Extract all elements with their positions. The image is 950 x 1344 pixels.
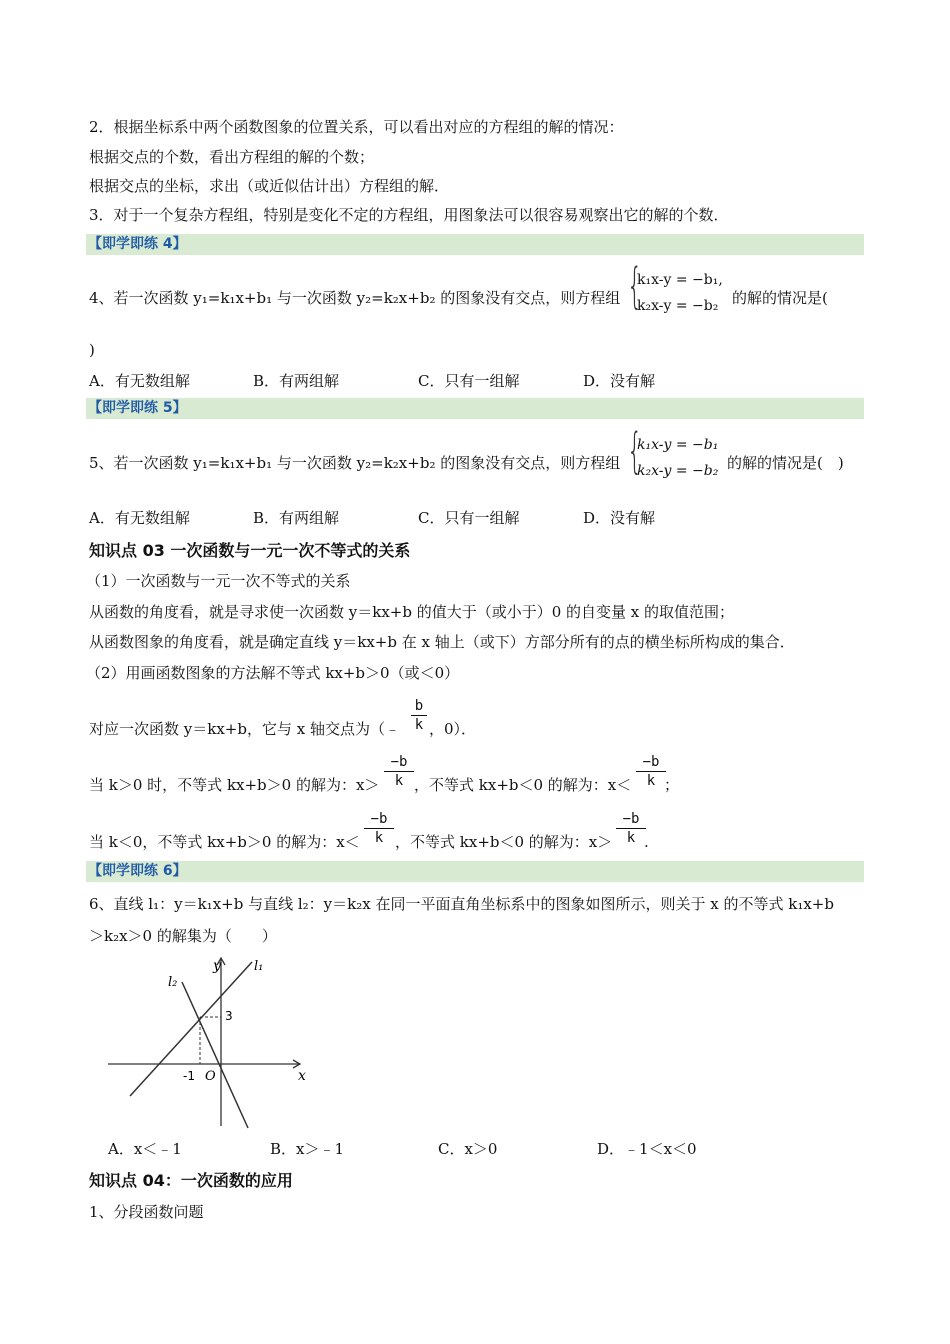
kp03-paragraph-3-end: ，0）． <box>429 720 477 738</box>
kp03-paragraph-5-mid: ，不等式 kx+b＜0 的解为：x＞ <box>395 833 613 851</box>
exercise-6-header: 【即学即练 6】 <box>86 861 864 882</box>
exercise-5-header: 【即学即练 5】 <box>86 398 864 419</box>
exercise-6-option-d[interactable]: D．﹣1＜x＜0 <box>597 1140 697 1158</box>
fraction-denominator: k <box>414 717 424 733</box>
exercise-5-stem: 5、若一次函数 y₁=k₁x+b₁ 与一次函数 y₂=k₂x+b₂ 的图象没有交点，则方程组 <box>89 454 621 472</box>
exercise-4-header: 【即学即练 4】 <box>86 234 864 255</box>
exercise-6-option-a[interactable]: A．x＜﹣1 <box>108 1140 182 1158</box>
exercise-6-stem-2: ＞k₂x＞0 的解集为（ ） <box>89 927 277 945</box>
intro-line-2: 根据交点的个数，看出方程组的解的个数； <box>89 148 375 166</box>
exercise-5-option-a[interactable]: A．有无数组解 <box>89 509 190 527</box>
exercise-4-equation-system <box>627 258 737 324</box>
kp03-paragraph-4-mid: ，不等式 kx+b＜0 的解为：x＜ <box>414 776 632 794</box>
x-axis-label: x <box>298 1068 306 1084</box>
exercise-6-graph <box>100 950 320 1130</box>
fraction-denominator: k <box>374 830 384 846</box>
kp03-paragraph-5-end: . <box>644 833 649 851</box>
fraction-b-over-k <box>411 697 427 734</box>
knowledge-point-04-title: 知识点 04：一次函数的应用 <box>89 1171 293 1190</box>
fraction-numerator <box>616 810 646 828</box>
y-value-3-label: 3 <box>225 1009 233 1023</box>
equation-2: k₂x-y = −b₂ <box>637 298 719 314</box>
minus-sign: − <box>622 811 631 827</box>
fraction-numerator: b <box>414 698 424 714</box>
minus-sign: − <box>642 754 651 770</box>
exercise-4-paren: ) <box>89 341 95 359</box>
fraction-denominator: k <box>626 830 636 846</box>
kp04-subtitle-1: 1、分段函数问题 <box>89 1203 204 1221</box>
exercise-5-equation-system <box>627 423 727 489</box>
numerator-b: b <box>399 754 408 770</box>
brace-icon: { <box>627 423 643 479</box>
kp03-subtitle-1: （1）一次函数与一元一次不等式的关系 <box>86 572 351 590</box>
kp03-paragraph-1: 从函数的角度看，就是寻求使一次函数 y＝kx+b 的值大于（或小于）0 的自变量 x 的取值范围； <box>89 603 735 621</box>
exercise-4-stem-end: 的解的情况是( <box>732 289 828 307</box>
exercise-5-stem-end: 的解的情况是( ) <box>727 454 844 472</box>
fraction-neg-b-over-k <box>616 810 646 847</box>
numerator-b: b <box>651 754 660 770</box>
fraction-numerator <box>364 810 394 828</box>
kp03-subtitle-2: （2）用画函数图象的方法解不等式 kx+b＞0（或＜0） <box>86 664 460 682</box>
fraction-neg-b-over-k <box>384 753 414 790</box>
exercise-4-stem: 4、若一次函数 y₁=k₁x+b₁ 与一次函数 y₂=k₂x+b₂ 的图象没有交点，则方程组 <box>89 289 621 307</box>
kp03-paragraph-5: 当 k＜0，不等式 kx+b＞0 的解为：x＜ <box>89 833 360 851</box>
exercise-6-option-c[interactable]: C．x＞0 <box>438 1140 498 1158</box>
fraction-neg-b-over-k <box>364 810 394 847</box>
numerator-b: b <box>631 811 640 827</box>
l1-label: l₁ <box>254 959 264 974</box>
kp03-paragraph-3: 对应一次函数 y＝kx+b，它与 x 轴交点为（﹣ <box>89 720 400 738</box>
y-axis-label: y <box>213 958 221 974</box>
kp03-paragraph-4: 当 k＞0 时，不等式 kx+b＞0 的解为：x＞ <box>89 776 380 794</box>
fraction-numerator <box>384 753 414 771</box>
exercise-6-stem-1: 6、直线 l₁：y＝k₁x+b 与直线 l₂：y＝k₂x 在同一平面直角坐标系中的图象如图所示，则关于 x 的不等式 k₁x+b <box>89 895 834 913</box>
brace-icon: { <box>627 258 643 314</box>
exercise-5-option-b[interactable]: B．有两组解 <box>253 509 340 527</box>
minus-sign: − <box>370 811 379 827</box>
knowledge-point-03-title: 知识点 03 一次函数与一元一次不等式的关系 <box>89 541 411 560</box>
exercise-5-option-d[interactable]: D．没有解 <box>583 509 656 527</box>
l2-label: l₂ <box>168 975 178 990</box>
equation-1: k₁x-y = −b₁, <box>637 272 723 288</box>
fraction-denominator: k <box>394 773 404 789</box>
fraction-neg-b-over-k <box>636 753 666 790</box>
exercise-4-option-b[interactable]: B．有两组解 <box>253 372 340 390</box>
exercise-6-option-b[interactable]: B．x＞﹣1 <box>270 1140 345 1158</box>
kp03-paragraph-2: 从函数图象的角度看，就是确定直线 y＝kx+b 在 x 轴上（或下）方部分所有的点的横坐标所构成的集合． <box>89 633 795 651</box>
exercise-4-option-c[interactable]: C．只有一组解 <box>418 372 520 390</box>
fraction-numerator <box>636 753 666 771</box>
kp03-paragraph-4-end: ； <box>664 776 680 794</box>
minus-sign: − <box>390 754 399 770</box>
equation-2: k₂x-y = −b₂ <box>637 463 719 479</box>
exercise-4-option-d[interactable]: D．没有解 <box>583 372 656 390</box>
origin-label: O <box>205 1069 216 1084</box>
exercise-5-option-c[interactable]: C．只有一组解 <box>418 509 520 527</box>
intro-line-4: 3．对于一个复杂方程组，特别是变化不定的方程组，用图象法可以很容易观察出它的解的个数． <box>89 206 729 224</box>
x-value-neg1-label: -1 <box>183 1069 195 1083</box>
equation-1: k₁x-y = −b₁ <box>637 437 719 453</box>
exercise-4-option-a[interactable]: A．有无数组解 <box>89 372 190 390</box>
numerator-b: b <box>379 811 388 827</box>
fraction-denominator: k <box>646 773 656 789</box>
line-l2 <box>182 982 248 1128</box>
intro-line-1: 2．根据坐标系中两个函数图象的位置关系，可以看出对应的方程组的解的情况： <box>89 118 624 136</box>
intro-line-3: 根据交点的坐标，求出（或近似估计出）方程组的解． <box>89 177 450 195</box>
